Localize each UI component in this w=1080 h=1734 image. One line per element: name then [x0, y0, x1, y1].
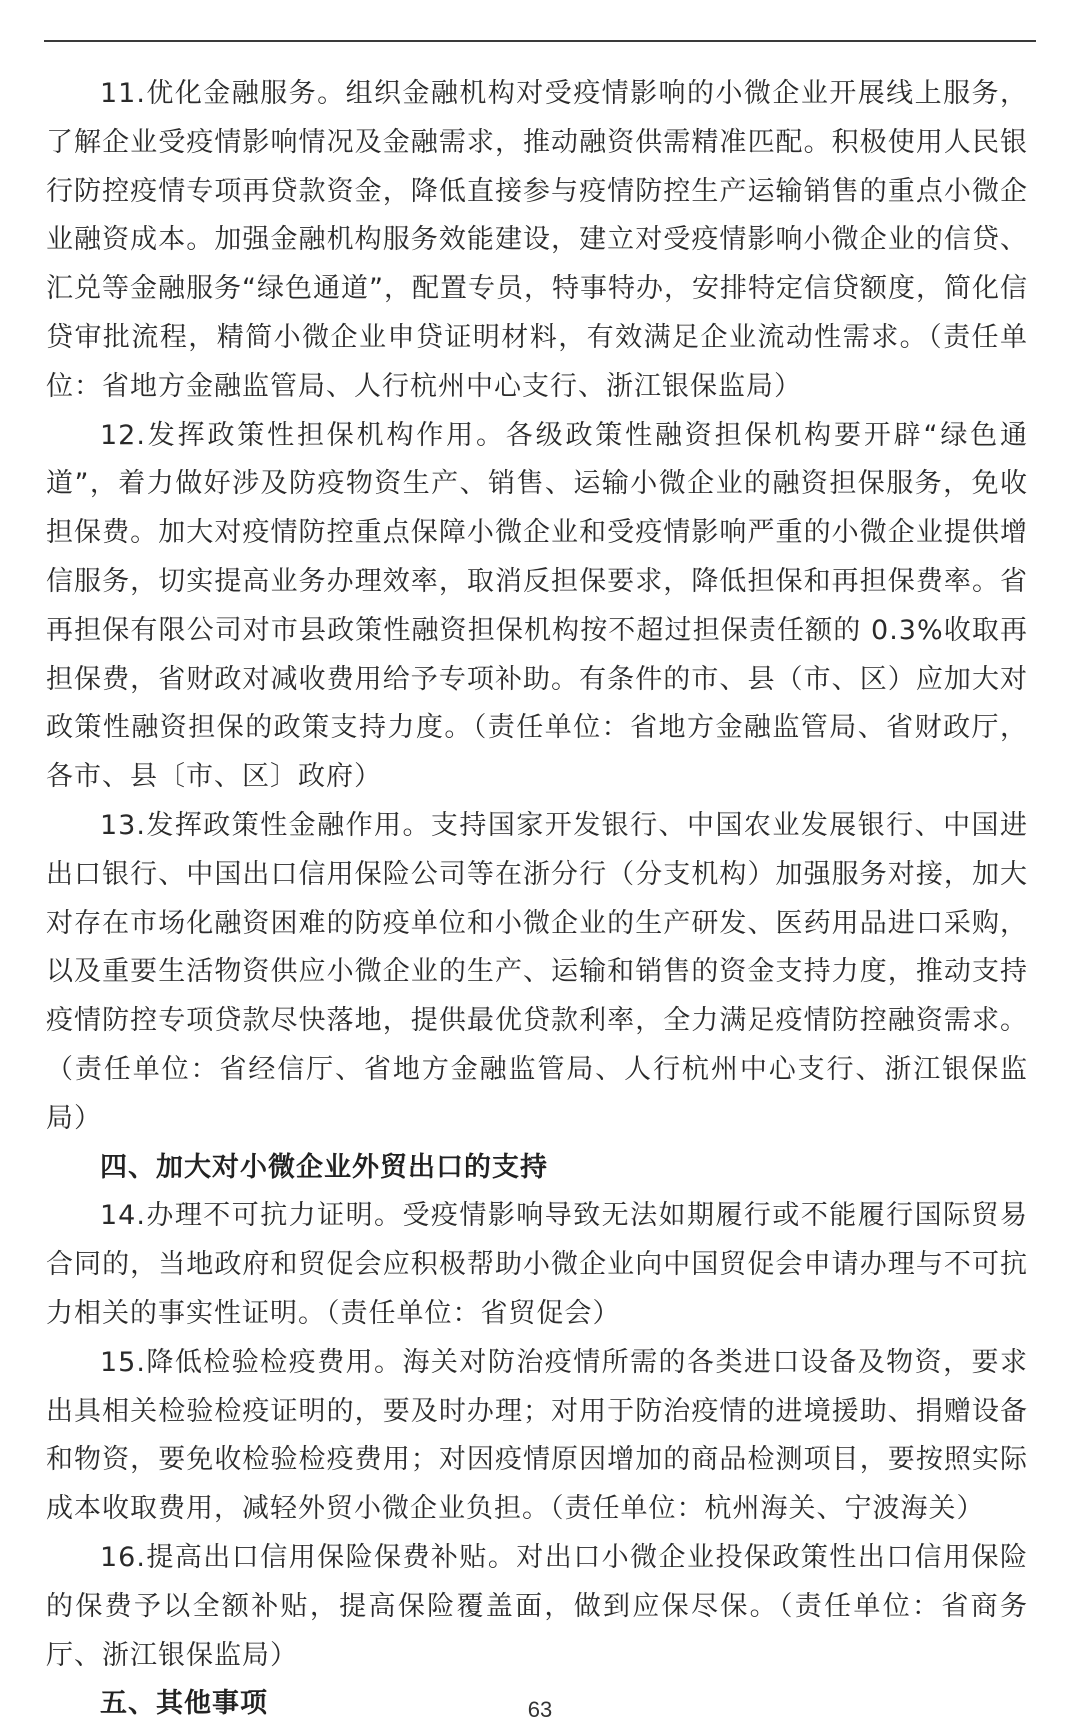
- paragraph-item-16: 16.提高出口信用保险保费补贴。对出口小微企业投保政策性出口信用保险的保费予以全额补贴，提高保险覆盖面，做到应保尽保。（责任单位：省商务厅、浙江银保监局）: [46, 1541, 1028, 1671]
- paragraph-item-15: 15.降低检验检疫费用。海关对防治疫情所需的各类进口设备及物资，要求出具相关检验检疫证明的，要及时办理；对用于防治疫情的进境援助、捐赠设备和物资，要免收检验检疫费用；对因疫情原因增加的商品检测项目，要按照实际成本收取费用，减轻外贸小微企业负担。（责任单位：杭州海关、宁波海关）: [46, 1346, 1028, 1525]
- section-heading-4: 四、加大对小微企业外贸出口的支持: [100, 1151, 548, 1183]
- page-number: 63: [527, 1697, 553, 1722]
- section-heading-5: 五、其他事项: [100, 1688, 268, 1720]
- paragraph-item-14: 14.办理不可抗力证明。受疫情影响导致无法如期履行或不能履行国际贸易合同的，当地政府和贸促会应积极帮助小微企业向中国贸促会申请办理与不可抗力相关的事实性证明。（责任单位：省贸促会）: [46, 1200, 1028, 1329]
- top-divider: [44, 40, 1036, 42]
- document-body: [46, 70, 1028, 1729]
- paragraph-item-13: 13.发挥政策性金融作用。支持国家开发银行、中国农业发展银行、中国进出口银行、中国出口信用保险公司等在浙分行（分支机构）加强服务对接，加大对存在市场化融资困难的防疫单位和小微企业的生产研发、医药用品进口采购，以及重要生活物资供应小微企业的生产、运输和销售的资金支持力度，推动支持疫情防控专项贷款尽快落地，提供最优贷款利率，全力满足疫情防控融资需求。（责任单位：省经信厅、省地方金融监管局、人行杭州中心支行、浙江银保监局）: [46, 809, 1028, 1134]
- paragraph-item-12: 12.发挥政策性担保机构作用。各级政策性融资担保机构要开辟“绿色通道”，着力做好涉及防疫物资生产、销售、运输小微企业的融资担保服务，免收担保费。加大对疫情防控重点保障小微企业和受疫情影响严重的小微企业提供增信服务，切实提高业务办理效率，取消反担保要求，降低担保和再担保费率。省再担保有限公司对市县政策性融资担保机构按不超过担保责任额的 0.3%收取再担保费，省财政对减收费用给予专项补助。有条件的市、县（市、区）应加大对政策性融资担保的政策支持力度。（责任单位：省地方金融监管局、省财政厅，各市、县〔市、区〕政府）: [46, 419, 1028, 793]
- paragraph-item-11: 11.优化金融服务。组织金融机构对受疫情影响的小微企业开展线上服务，了解企业受疫情影响情况及金融需求，推动融资供需精准匹配。积极使用人民银行防控疫情专项再贷款资金，降低直接参与疫情防控生产运输销售的重点小微企业融资成本。加强金融机构服务效能建设，建立对受疫情影响小微企业的信贷、汇兑等金融服务“绿色通道”，配置专员，特事特办，安排特定信贷额度，简化信贷审批流程，精简小微企业申贷证明材料，有效满足企业流动性需求。（责任单位：省地方金融监管局、人行杭州中心支行、浙江银保监局）: [46, 78, 1028, 402]
